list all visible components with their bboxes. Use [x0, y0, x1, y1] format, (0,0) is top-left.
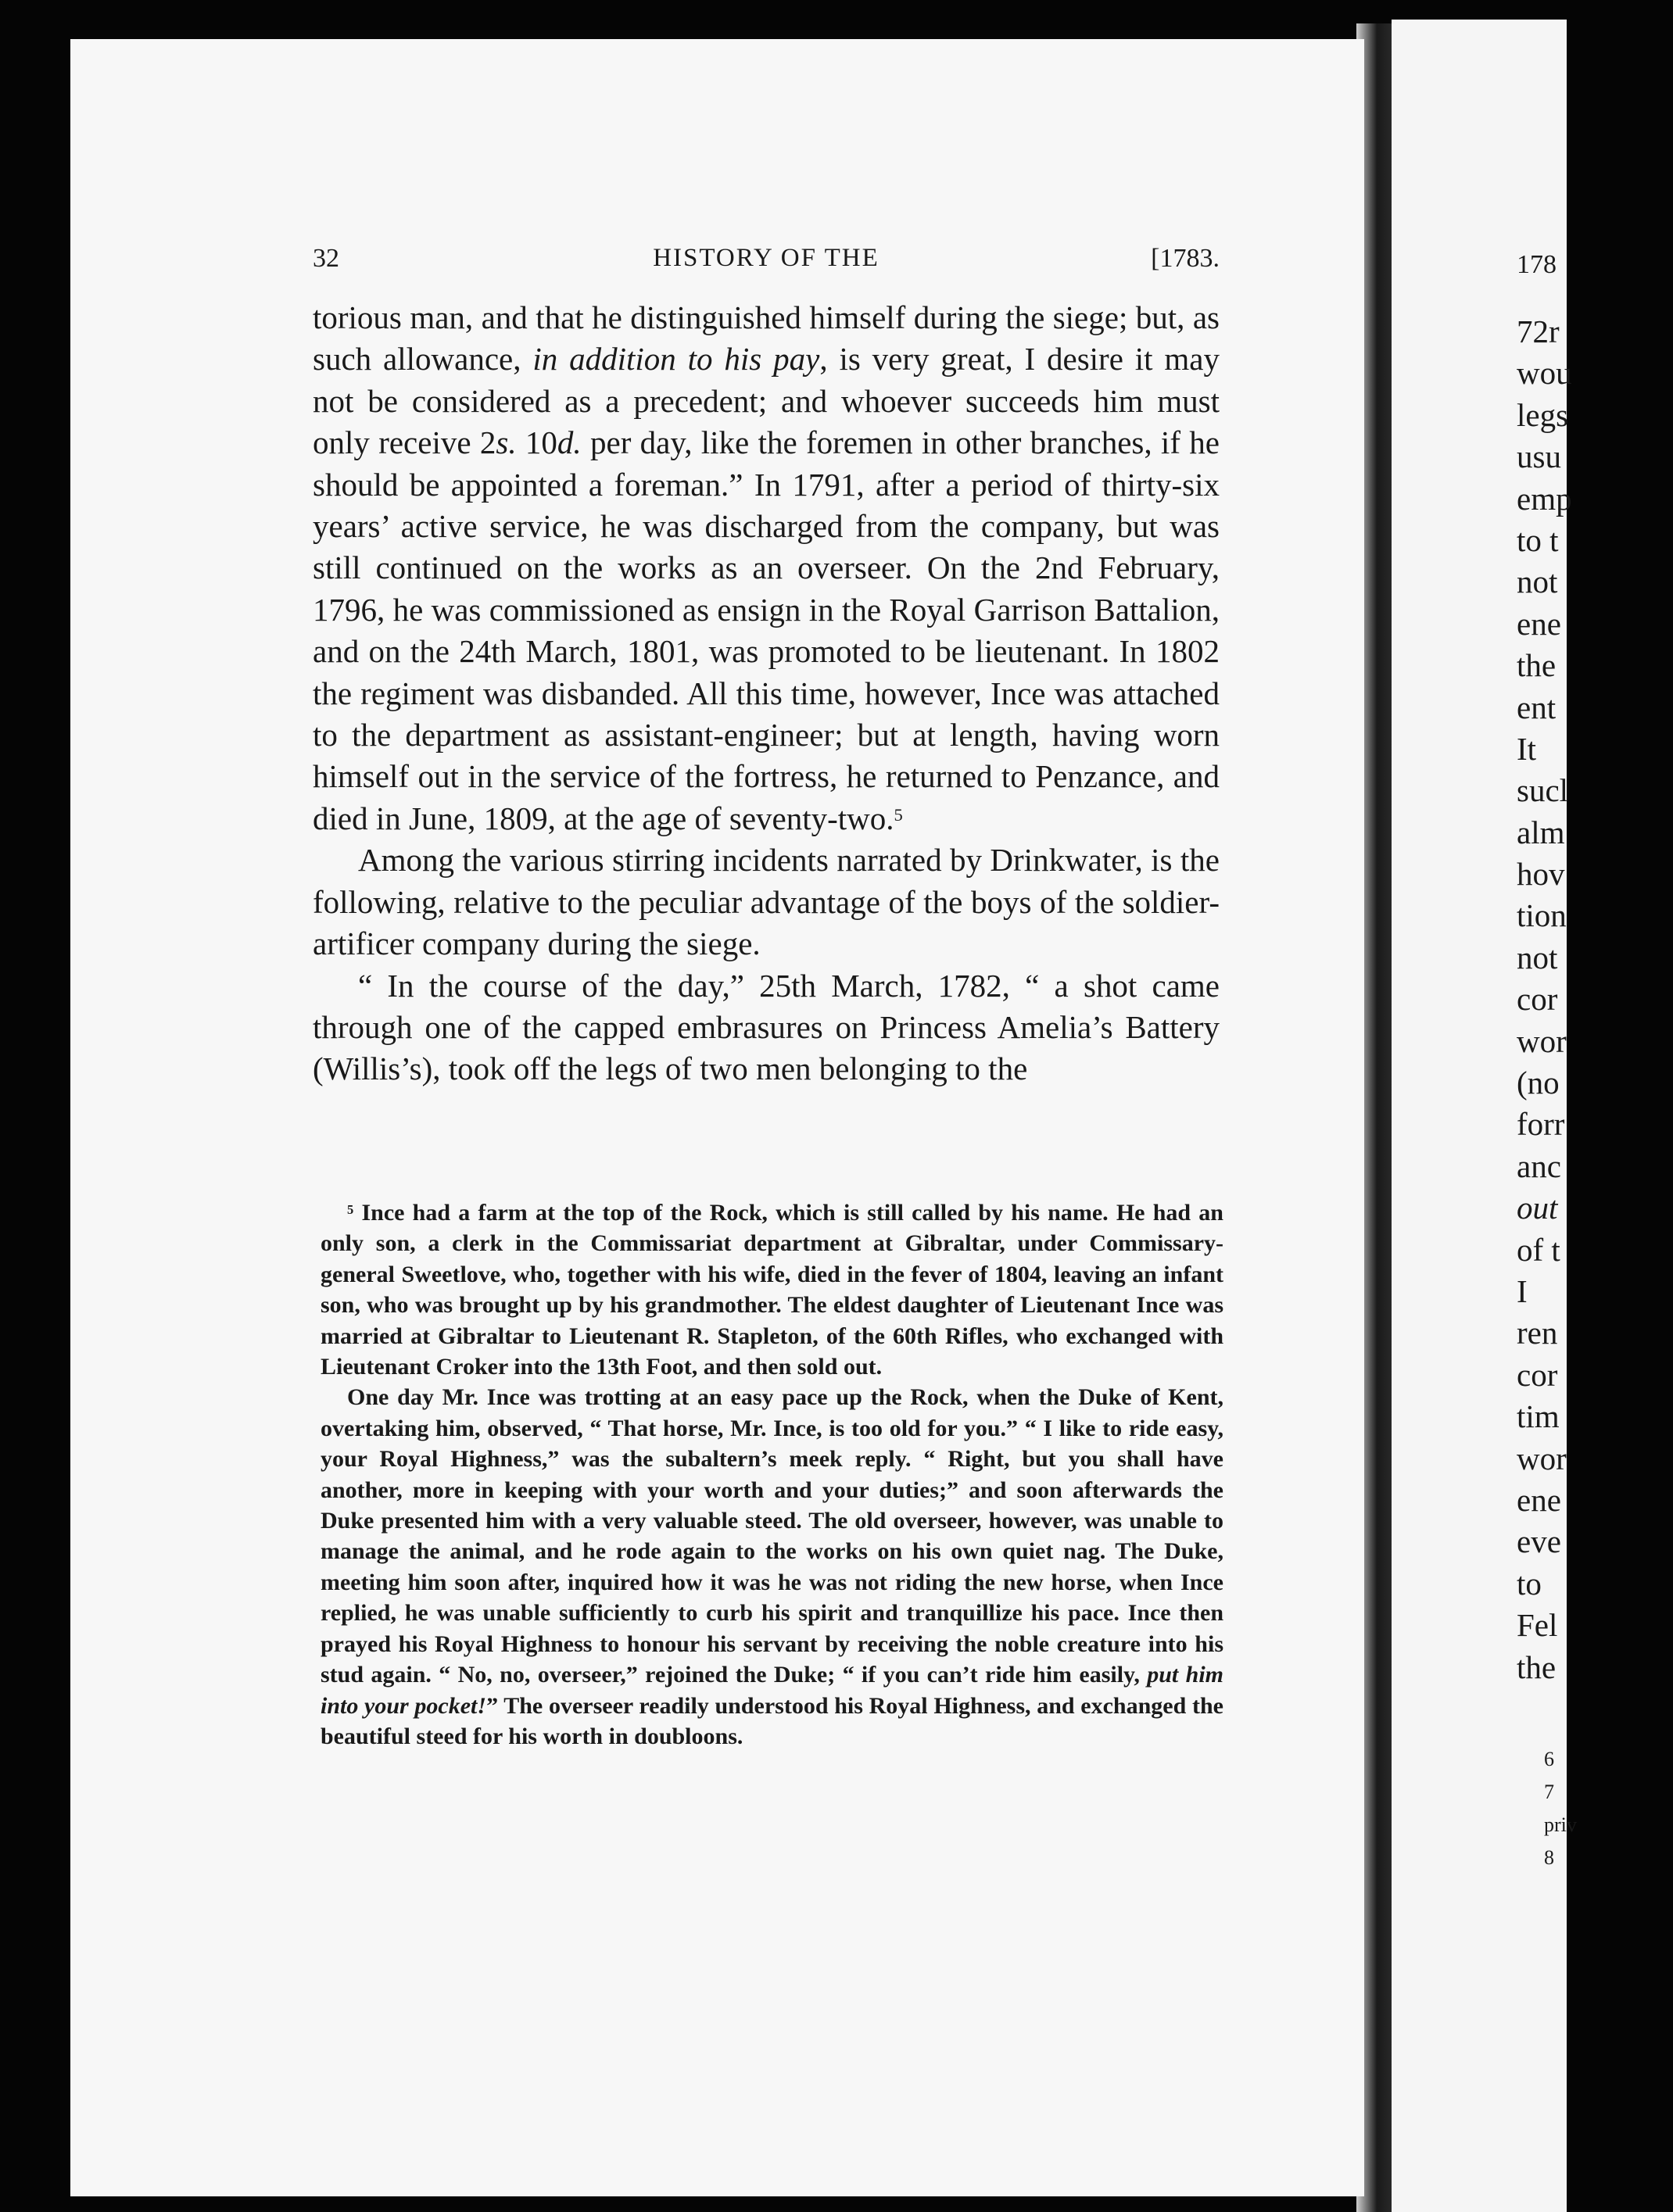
footnotes [321, 1197, 1223, 1752]
right-page-footnote-fragment: 6 [1544, 1748, 1554, 1770]
right-page-line-fragment: ene [1517, 1481, 1561, 1518]
right-page-line-fragment: wou [1517, 355, 1572, 392]
body-paragraph: torious man, and that he distinguished himself during the siege; but, as such allowance, in addition to his pay, is very great, I desire it may not be considered as a precedent; and whoever succeeds him must only receive 2s. 10d. per day, like the foremen in other branches, if he should be appointed a foreman.” In 1791, after a period of thirty-six years’ active service, he was discharged from the company, but was still continued on the works as an overseer. On the 2nd February, 1796, he was commissioned as ensign in the Royal Garrison Battalion, and on the 24th March, 1801, was promoted to be lieutenant. In 1802 the regiment was disbanded. All this time, however, Ince was attached to the department as assistant-engineer; but at length, having worn himself out in the service of the fortress, he returned to Penzance, and died in June, 1809, at the age of seventy-two.$^5$ [313, 299, 1220, 836]
right-page-line-fragment: 72r [1517, 313, 1560, 349]
running-title: HISTORY OF THE [653, 244, 879, 272]
right-page-line-fragment: wor [1517, 1440, 1567, 1476]
right-page-footnote-fragment: 8 [1544, 1846, 1554, 1869]
right-page-line-fragment: out [1517, 1190, 1558, 1226]
right-page-line-fragment: the [1517, 1648, 1557, 1685]
page-number: 32 [313, 244, 339, 273]
italic-text: d. [557, 424, 582, 461]
right-page-line-fragment: (no [1517, 1065, 1560, 1101]
italic-text: put him into your pocket! [321, 1662, 1223, 1719]
right-page-header-fragment: 178 [1517, 250, 1557, 279]
right-page-line-fragment: cor [1517, 1356, 1558, 1393]
right-page-line-fragment: ren [1517, 1315, 1558, 1351]
right-page-line-fragment: emp [1517, 480, 1572, 517]
footnote-paragraph: One day Mr. Ince was trotting at an easy pace up the Rock, when the Duke of Kent, overtaking him, observed, “ That horse, Mr. Ince, is too old for you.” “ I like to ride easy, your Royal Highness,” was the subaltern’s meek reply. “ Right, but you shall have another, more in keeping with your worth and your duties;” and soon afterwards the Duke presented him with a very valuable steed. The old overseer, however, was unable to manage the animal, and he rode again to the works on his own quiet nag. The Duke, meeting him soon after, inquired how it was he was not riding the new horse, when Ince replied, he was unable sufficiently to curb his spirit and tranquillize his pace. Ince then prayed his Royal Highness to honour his servant by receiving the noble creature into his stud again. “ No, no, overseer,” rejoined the Duke; “ if you can’t ride him easily, put him into your pocket!” The overseer readily understood his Royal Highness, and exchanged the beautiful steed for his worth in doubloons. [321, 1384, 1223, 1749]
right-page-footnote-fragments [1544, 1743, 1575, 1874]
right-page-line-fragment: wor [1517, 1022, 1567, 1059]
right-page-line-fragment: the [1517, 647, 1557, 684]
page-header [313, 244, 1220, 281]
year-mark: [1783. [1151, 244, 1220, 273]
footnote-marker: 5 [894, 804, 903, 825]
right-page-line-fragment: legs [1517, 396, 1569, 433]
right-page-line-fragment: usu [1517, 438, 1561, 475]
right-page-line-fragment: eve [1517, 1523, 1561, 1560]
right-page-line-fragment: alm [1517, 814, 1565, 850]
right-page-line-fragment: tim [1517, 1398, 1560, 1435]
right-page-footnote-fragment: 7 [1544, 1781, 1554, 1803]
italic-text: s. [496, 424, 517, 461]
right-page-line-fragment: hov [1517, 856, 1565, 893]
right-page-line-fragment: It [1517, 730, 1537, 767]
right-page-line-fragment: to [1517, 1565, 1542, 1602]
right-page-line-fragment: Fel [1517, 1607, 1558, 1644]
body-text [313, 297, 1220, 1090]
right-page-line-fragment: I [1517, 1272, 1528, 1309]
right-page-line-fragment: tion [1517, 897, 1567, 934]
right-page-fragments [1517, 244, 1673, 1688]
italic-text: in addition to his pay [532, 341, 820, 378]
right-page-line-fragment: to t [1517, 521, 1559, 558]
right-page-line-fragment: ene [1517, 605, 1561, 642]
right-page-line-fragment: sucl [1517, 772, 1569, 809]
right-page-line-fragment: not [1517, 564, 1558, 600]
body-paragraph: “ In the course of the day,” 25th March, 1782, “ a shot came through one of the capped embrasures on Princess Amelia’s Battery (Willis’s), took off the legs of two men belonging to the [313, 967, 1220, 1087]
right-page-line-fragment: anc [1517, 1147, 1561, 1184]
footnote-paragraph: $^5$ Ince had a farm at the top of the Rock, which is still called by his name. He had an only son, a clerk in the Commissariat department at Gibraltar, under Commissary-general Sweetlove, who, together with his wife, died in the fever of 1804, leaving an infant son, who was brought up by his grandmother. The eldest daughter of Lieutenant Ince was married at Gibraltar to Lieutenant R. Stapleton, of the 60th Rifles, who exchanged with Lieutenant Croker into the 13th Foot, and then sold out. [321, 1200, 1223, 1380]
footnote-marker: 5 [347, 1201, 354, 1217]
right-page-line-fragment: cor [1517, 981, 1558, 1018]
right-page-line-fragment: ent [1517, 689, 1557, 725]
right-page-line-fragment: not [1517, 939, 1558, 975]
right-page-line-fragment: forr [1517, 1106, 1565, 1143]
body-paragraph: Among the various stirring incidents narrated by Drinkwater, is the following, relative to the peculiar advantage of the boys of the soldier-artificer company during the siege. [313, 842, 1220, 962]
right-page-line-fragment: of t [1517, 1231, 1560, 1268]
right-page-footnote-fragment: priv [1544, 1813, 1577, 1836]
